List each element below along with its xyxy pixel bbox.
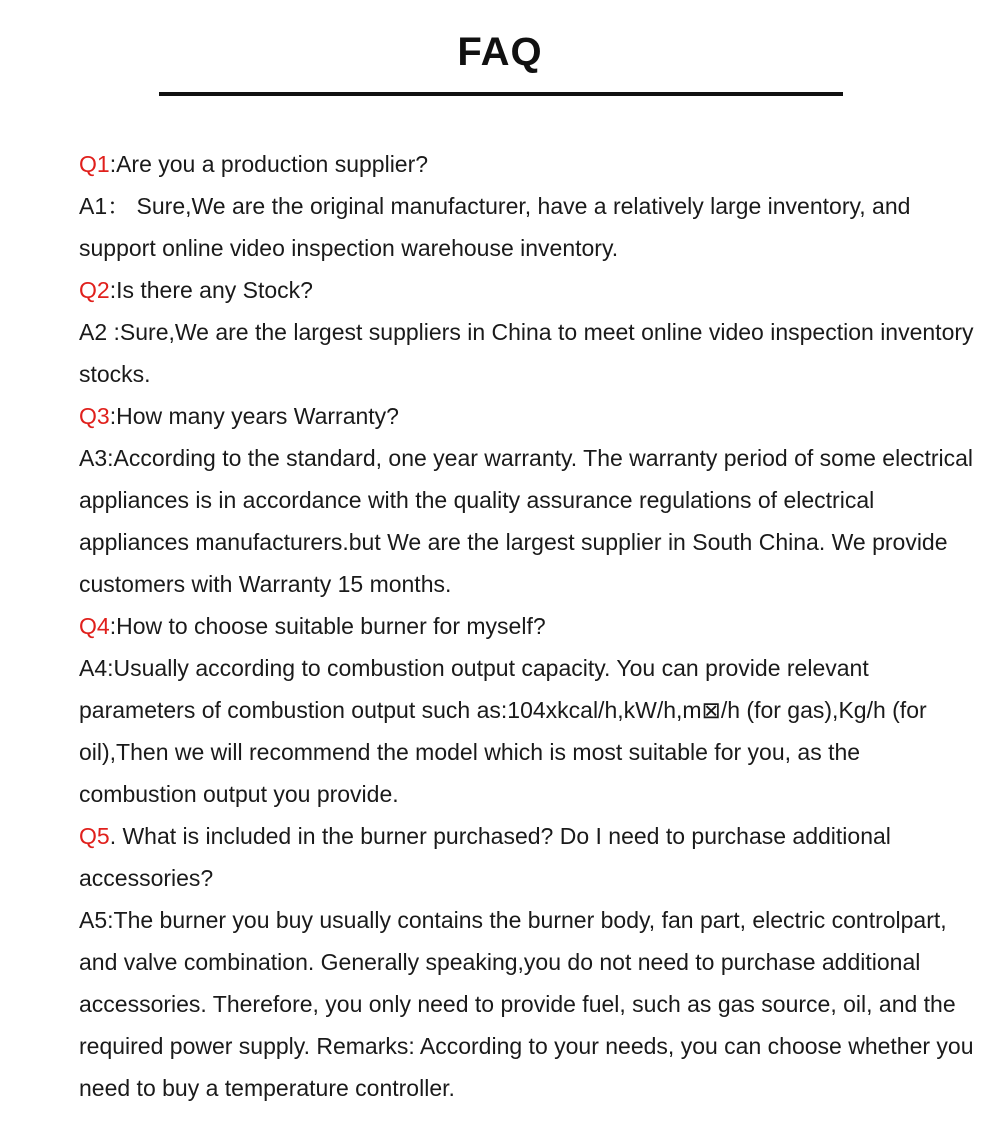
answer-1: A1： Sure,We are the original manufacturer, have a relatively large inventory, and support online video inspection warehouse inventory.	[79, 193, 911, 261]
question-4-tag: Q4	[79, 613, 110, 639]
question-3-text: :How many years Warranty?	[109, 403, 399, 429]
question-2-text: :Is there any Stock?	[109, 277, 313, 303]
question-2-tag: Q2	[79, 277, 110, 303]
question-1-text: :Are you a production supplier?	[109, 151, 429, 177]
faq-list	[79, 143, 974, 1109]
answer-4: A4:Usually according to combustion output capacity. You can provide relevant parameters of combustion output such as:104xkcal/h,kW/h,m⊠/h (for gas),Kg/h (for oil),Then we will recommend the model which is most suitable for you, as the combustion output you provide.	[79, 655, 927, 807]
question-1-tag: Q1	[79, 151, 110, 177]
question-2	[79, 269, 974, 311]
answer-5: A5:The burner you buy usually contains the burner body, fan part, electric controlpart, and valve combination. Generally speaking,you do not need to purchase additional accessories. Therefore, you only need to provide fuel, such as gas source, oil, and the required power supply. Remarks: According to your needs, you can choose whether you need to buy a temperature controller.	[79, 907, 974, 1101]
question-5	[79, 815, 974, 899]
title-divider	[159, 92, 843, 96]
question-3	[79, 395, 974, 437]
question-4	[79, 605, 974, 647]
page-title: FAQ	[457, 30, 543, 74]
question-3-tag: Q3	[79, 403, 110, 429]
question-4-text: :How to choose suitable burner for myself?	[109, 613, 546, 639]
question-5-text: . What is included in the burner purchased? Do I need to purchase additional accessories?	[79, 823, 891, 891]
answer-3: A3:According to the standard, one year warranty. The warranty period of some electrical appliances is in accordance with the quality assurance regulations of electrical appliances manufacturers.but We are the largest supplier in South China. We provide customers with Warranty 15 months.	[79, 445, 974, 597]
answer-2: A2 :Sure,We are the largest suppliers in China to meet online video inspection inventory stocks.	[79, 319, 974, 387]
question-1	[79, 143, 974, 185]
question-5-tag: Q5	[79, 823, 110, 849]
